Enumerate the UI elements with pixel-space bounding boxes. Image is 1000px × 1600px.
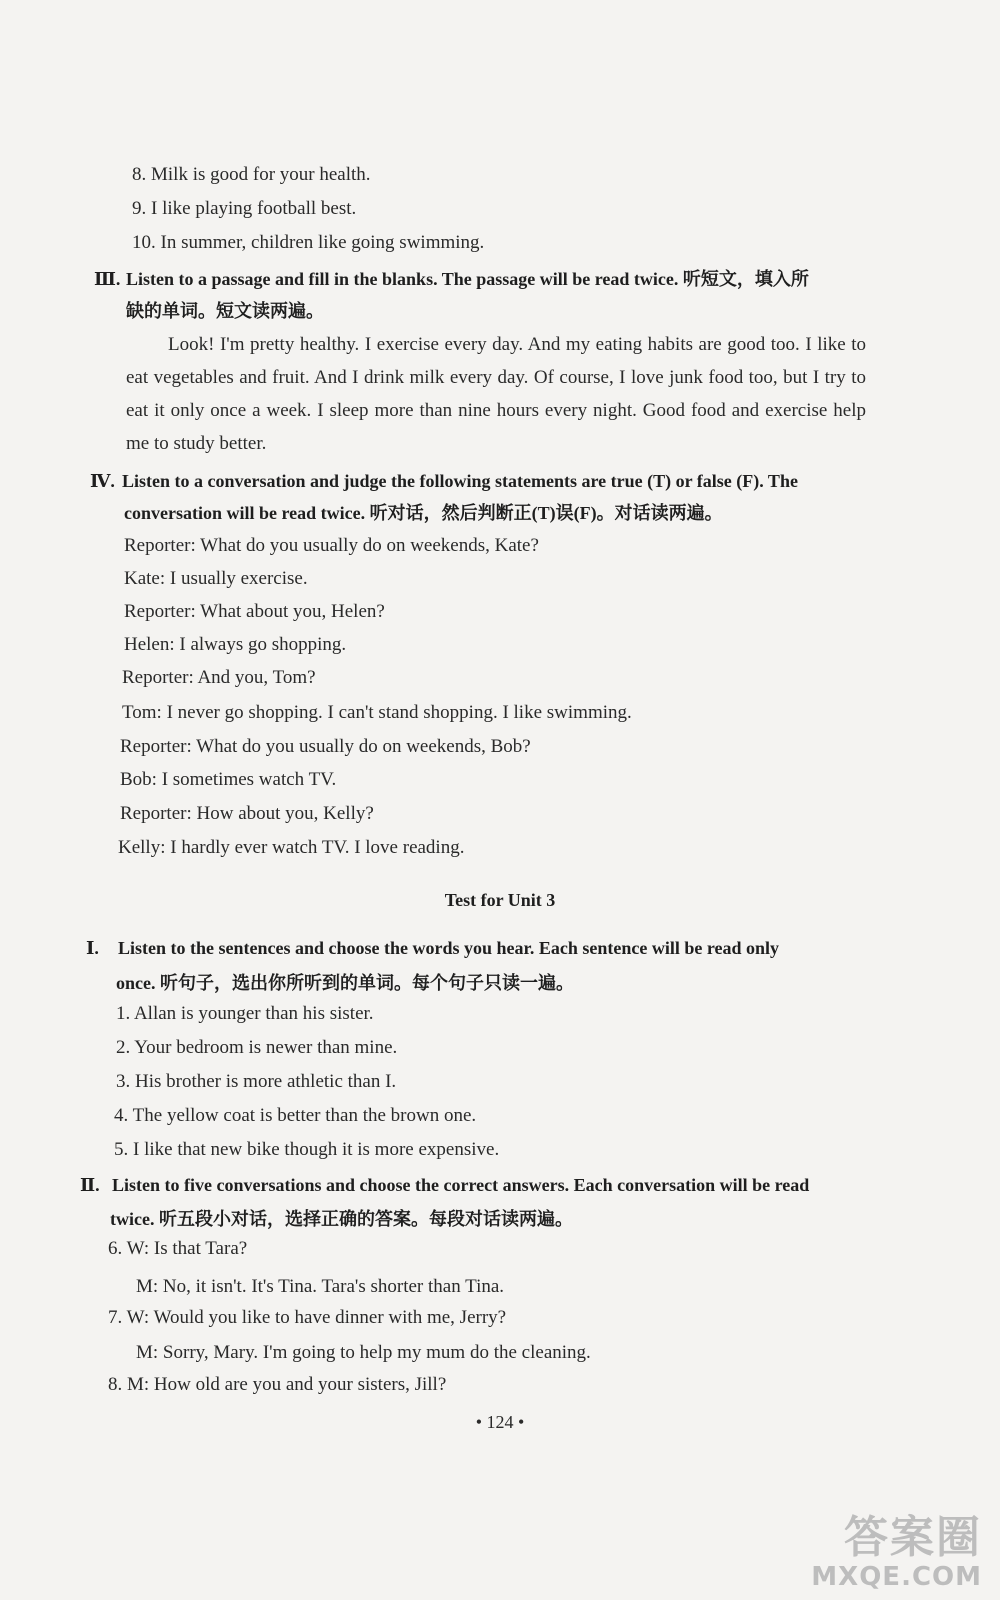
- section-numeral: Ⅰ.: [86, 938, 99, 958]
- dialogue-line: 6. W: Is that Tara?: [108, 1238, 248, 1259]
- list-item: 1. Allan is younger than his sister.: [116, 1003, 374, 1024]
- section-instruction: Listen to a passage and fill in the blanks. The passage will be read twice. 听短文，填入所: [126, 269, 809, 289]
- list-item: 10. In summer, children like going swimming.: [132, 232, 485, 253]
- section-numeral: Ⅲ.: [94, 269, 121, 289]
- section-instruction-continued: 缺的单词。短文读两遍。: [126, 301, 324, 321]
- list-item: 9. I like playing football best.: [132, 198, 357, 219]
- page-number: • 124 •: [475, 1412, 525, 1432]
- list-item: 5. I like that new bike though it is more expensive.: [114, 1139, 500, 1160]
- section-instruction: Listen to the sentences and choose the words you hear. Each sentence will be read only: [118, 938, 779, 958]
- section-heading: [86, 935, 779, 961]
- dialogue-line: Bob: I sometimes watch TV.: [120, 769, 337, 790]
- section-instruction: Listen to a conversation and judge the following statements are true (T) or false (F). The: [122, 471, 798, 491]
- list-item: 8. Milk is good for your health.: [132, 164, 371, 185]
- section-heading: [90, 468, 798, 494]
- dialogue-line: Reporter: What do you usually do on weekends, Bob?: [120, 736, 531, 757]
- dialogue-line: Kelly: I hardly ever watch TV. I love reading.: [118, 837, 465, 858]
- dialogue-line: M: Sorry, Mary. I'm going to help my mum do the cleaning.: [136, 1342, 591, 1363]
- section-instruction-continued: conversation will be read twice. 听对话，然后判断正(T)误(F)。对话读两遍。: [124, 503, 723, 523]
- watermark-logo-text: 答案圈: [844, 1512, 982, 1563]
- dialogue-line: Tom: I never go shopping. I can't stand shopping. I like swimming.: [122, 702, 632, 723]
- watermark-url-text: MXQE.COM: [811, 1562, 982, 1592]
- dialogue-line: 8. M: How old are you and your sisters, Jill?: [108, 1374, 447, 1395]
- section-heading: [94, 266, 809, 292]
- section-numeral: Ⅱ.: [80, 1175, 100, 1195]
- dialogue-line: Reporter: How about you, Kelly?: [120, 803, 374, 824]
- dialogue-line: Kate: I usually exercise.: [124, 568, 308, 589]
- dialogue-line: M: No, it isn't. It's Tina. Tara's shorter than Tina.: [136, 1276, 505, 1297]
- page-title: Test for Unit 3: [444, 890, 556, 910]
- watermark: [811, 1514, 982, 1592]
- list-item: 2. Your bedroom is newer than mine.: [116, 1037, 398, 1058]
- passage-text: Look! I'm pretty healthy. I exercise every day. And my eating habits are good too. I like to eat vegetables and fruit. And I drink milk every day. Of course, I love junk food too, but I try to eat it only once a week. I sleep more than nine hours every night. Good food and exercise help me to study better.: [126, 334, 866, 454]
- dialogue-line: Reporter: What about you, Helen?: [124, 601, 385, 622]
- section-instruction-continued: once. 听句子，选出你所听到的单词。每个句子只读一遍。: [116, 973, 574, 993]
- dialogue-line: Reporter: And you, Tom?: [122, 667, 316, 688]
- dialogue-line: Reporter: What do you usually do on weekends, Kate?: [124, 535, 539, 556]
- dialogue-line: Helen: I always go shopping.: [124, 634, 347, 655]
- section-instruction: Listen to five conversations and choose the correct answers. Each conversation will be read: [112, 1175, 810, 1195]
- list-item: 3. His brother is more athletic than I.: [116, 1071, 397, 1092]
- list-item: 4. The yellow coat is better than the brown one.: [114, 1105, 477, 1126]
- dialogue-line: 7. W: Would you like to have dinner with me, Jerry?: [108, 1307, 507, 1328]
- section-heading: [80, 1172, 809, 1198]
- section-numeral: Ⅳ.: [90, 471, 115, 491]
- section-instruction-continued: twice. 听五段小对话，选择正确的答案。每段对话读两遍。: [110, 1209, 573, 1229]
